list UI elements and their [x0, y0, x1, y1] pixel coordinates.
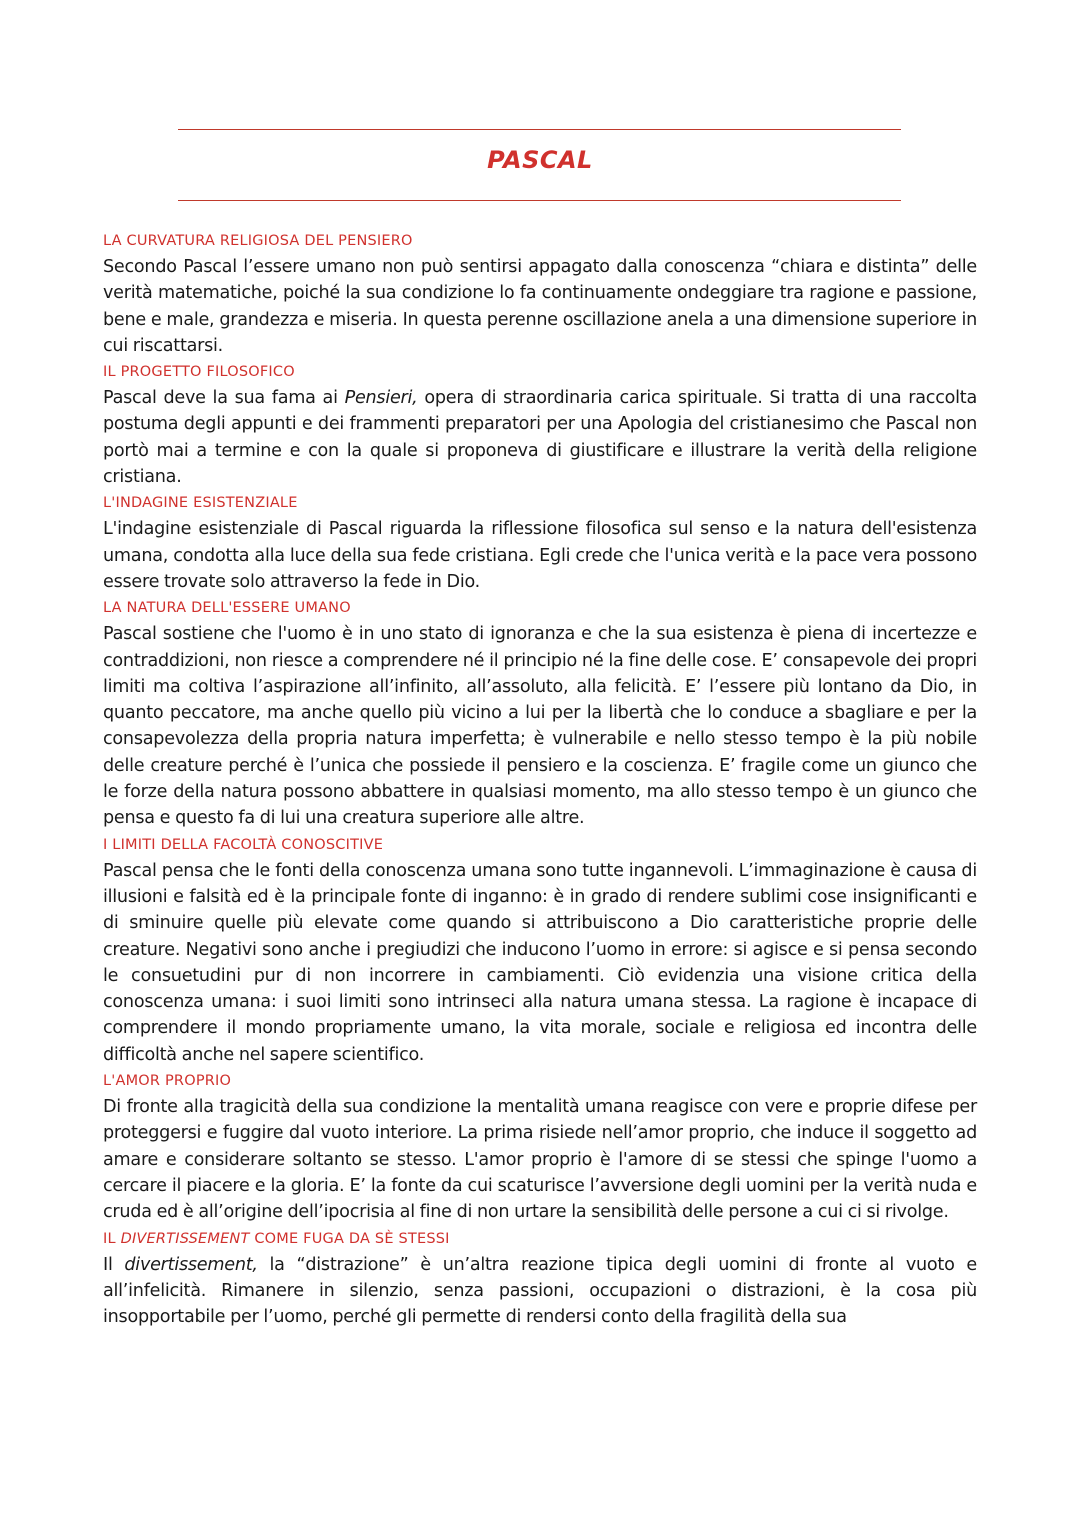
section-heading: L'INDAGINE ESISTENZIALE: [103, 495, 298, 512]
section-natura-essere-umano: [103, 595, 977, 831]
section-indagine-esistenziale: [103, 490, 977, 595]
section-heading: IL PROGETTO FILOSOFICO: [103, 364, 295, 381]
document-body: [103, 228, 977, 1330]
heading-segment: COME FUGA DA SÈ STESSI: [249, 1230, 450, 1247]
section-progetto-filosofico: [103, 359, 977, 490]
italic-heading-segment: DIVERTISSEMENT: [120, 1230, 250, 1247]
section-heading: LA CURVATURA RELIGIOSA DEL PENSIERO: [103, 233, 413, 249]
section-heading: LA NATURA DELL'ESSERE UMANO: [103, 600, 351, 617]
text-segment: Pascal deve la sua fama ai: [103, 388, 345, 409]
section-divertissement: [103, 1226, 977, 1331]
section-text: Pascal sostiene che l'uomo è in uno stato di ignoranza e che la sua esistenza è piena di incertezze e contraddizioni, non riesce a comprendere né il principio né la fine delle cose. E’ consapevole dei propri limiti ma coltiva l’aspirazione all’infinito, all’assoluto, alla felicità. E’ l’essere più lontano da Dio, in quanto peccatore, ma anche quello più vicino a lui per la libertà che lo conduce a sbagliare e per la consapevolezza della propria natura imperfetta; è vulnerabile e nello stesso tempo è la più nobile delle creature perché è l’unica che possiede il pensiero e la coscienza. E’ fragile come un giunco che le forze della natura possono abbattere in qualsiasi momento, ma allo stesso tempo è un giunco che pensa e questo fa di lui una creatura superiore alle altre.: [103, 624, 977, 829]
text-segment: opera di straordinaria carica spirituale. Si tratta di una raccolta postuma degli appunti e dei frammenti preparatori per una Apologia del cristianesimo che Pascal non portò mai a termine e con la quale si proponeva di giustificare e illustrare la verità della religione cristiana.: [103, 388, 977, 488]
italic-text-segment: divertissement,: [124, 1254, 258, 1275]
text-segment: la “distrazione” è un’altra reazione tipica degli uomini di fronte al vuoto e all’infelicità. Rimanere in silenzio, senza passioni, occupazioni o distrazioni, è la cosa più insopportabile per l’uomo, perché gli permette di rendersi conto della fragilità della sua: [103, 1254, 977, 1328]
italic-text-segment: Pensieri,: [344, 388, 418, 409]
section-text: Di fronte alla tragicità della sua condizione la mentalità umana reagisce con vere e proprie difese per proteggersi e fuggire dal vuoto interiore. La prima risiede nell’amor proprio, che induce il soggetto ad amare e considerare soltanto se stesso. L'amor proprio è l'amore di se stessi che spinge l'uomo a cercare il piacere e la gloria. E’ la fonte da cui scaturisce l’avversione degli uomini per la verità nuda e cruda ed è all’origine dell’ipocrisia al fine di non urtare la sensibilità delle persone a cui ci si rivolge.: [103, 1097, 977, 1223]
section-text: Pascal pensa che le fonti della conoscenza umana sono tutte ingannevoli. L’immaginazione è causa di illusioni e falsità ed è la principale fonte di inganno: è in grado di rendere sublimi cose insignificanti e di sminuire quelle più elevate come quando si attribuiscono a Dio caratteristiche proprie delle creature. Negativi sono anche i pregiudizi che inducono l’uomo in errore: si agisce e si pensa secondo le consuetudini pur di non incorrere in cambiamenti. Ciò evidenzia una visione critica della conoscenza umana: i suoi limiti sono intrinseci alla natura umana stessa. La ragione è incapace di comprendere il mondo propriamente umano, la vita morale, sociale e religiosa ed incontra delle difficoltà anche nel sapere scientifico.: [103, 860, 977, 1065]
section-heading: [103, 1226, 977, 1252]
page-title: PASCAL: [487, 146, 593, 174]
section-amor-proprio: [103, 1068, 977, 1225]
section-text: [103, 385, 977, 490]
section-text: [103, 1252, 977, 1331]
heading-segment: IL: [103, 1230, 121, 1247]
title-rule-top: [178, 129, 901, 130]
section-text: Secondo Pascal l’essere umano non può sentirsi appagato dalla conoscenza “chiara e distinta” delle verità matematiche, poiché la sua condizione lo fa continuamente ondeggiare tra ragione e passione, bene e male, grandezza e miseria. In questa perenne oscillazione anela a una dimensione superiore in cui riscattarsi.: [103, 257, 977, 356]
section-curvatura-religiosa: [103, 228, 977, 359]
section-heading: L'AMOR PROPRIO: [103, 1073, 232, 1090]
text-segment: Il: [103, 1254, 125, 1275]
title-rule-bottom: [178, 200, 901, 201]
section-limiti-facolta: [103, 832, 977, 1068]
section-text: L'indagine esistenziale di Pascal riguarda la riflessione filosofica sul senso e la natura dell'esistenza umana, condotta alla luce della sua fede cristiana. Egli crede che l'unica verità e la pace vera possono essere trovate solo attraverso la fede in Dio.: [103, 519, 977, 592]
section-heading: I LIMITI DELLA FACOLTÀ CONOSCITIVE: [103, 836, 384, 853]
